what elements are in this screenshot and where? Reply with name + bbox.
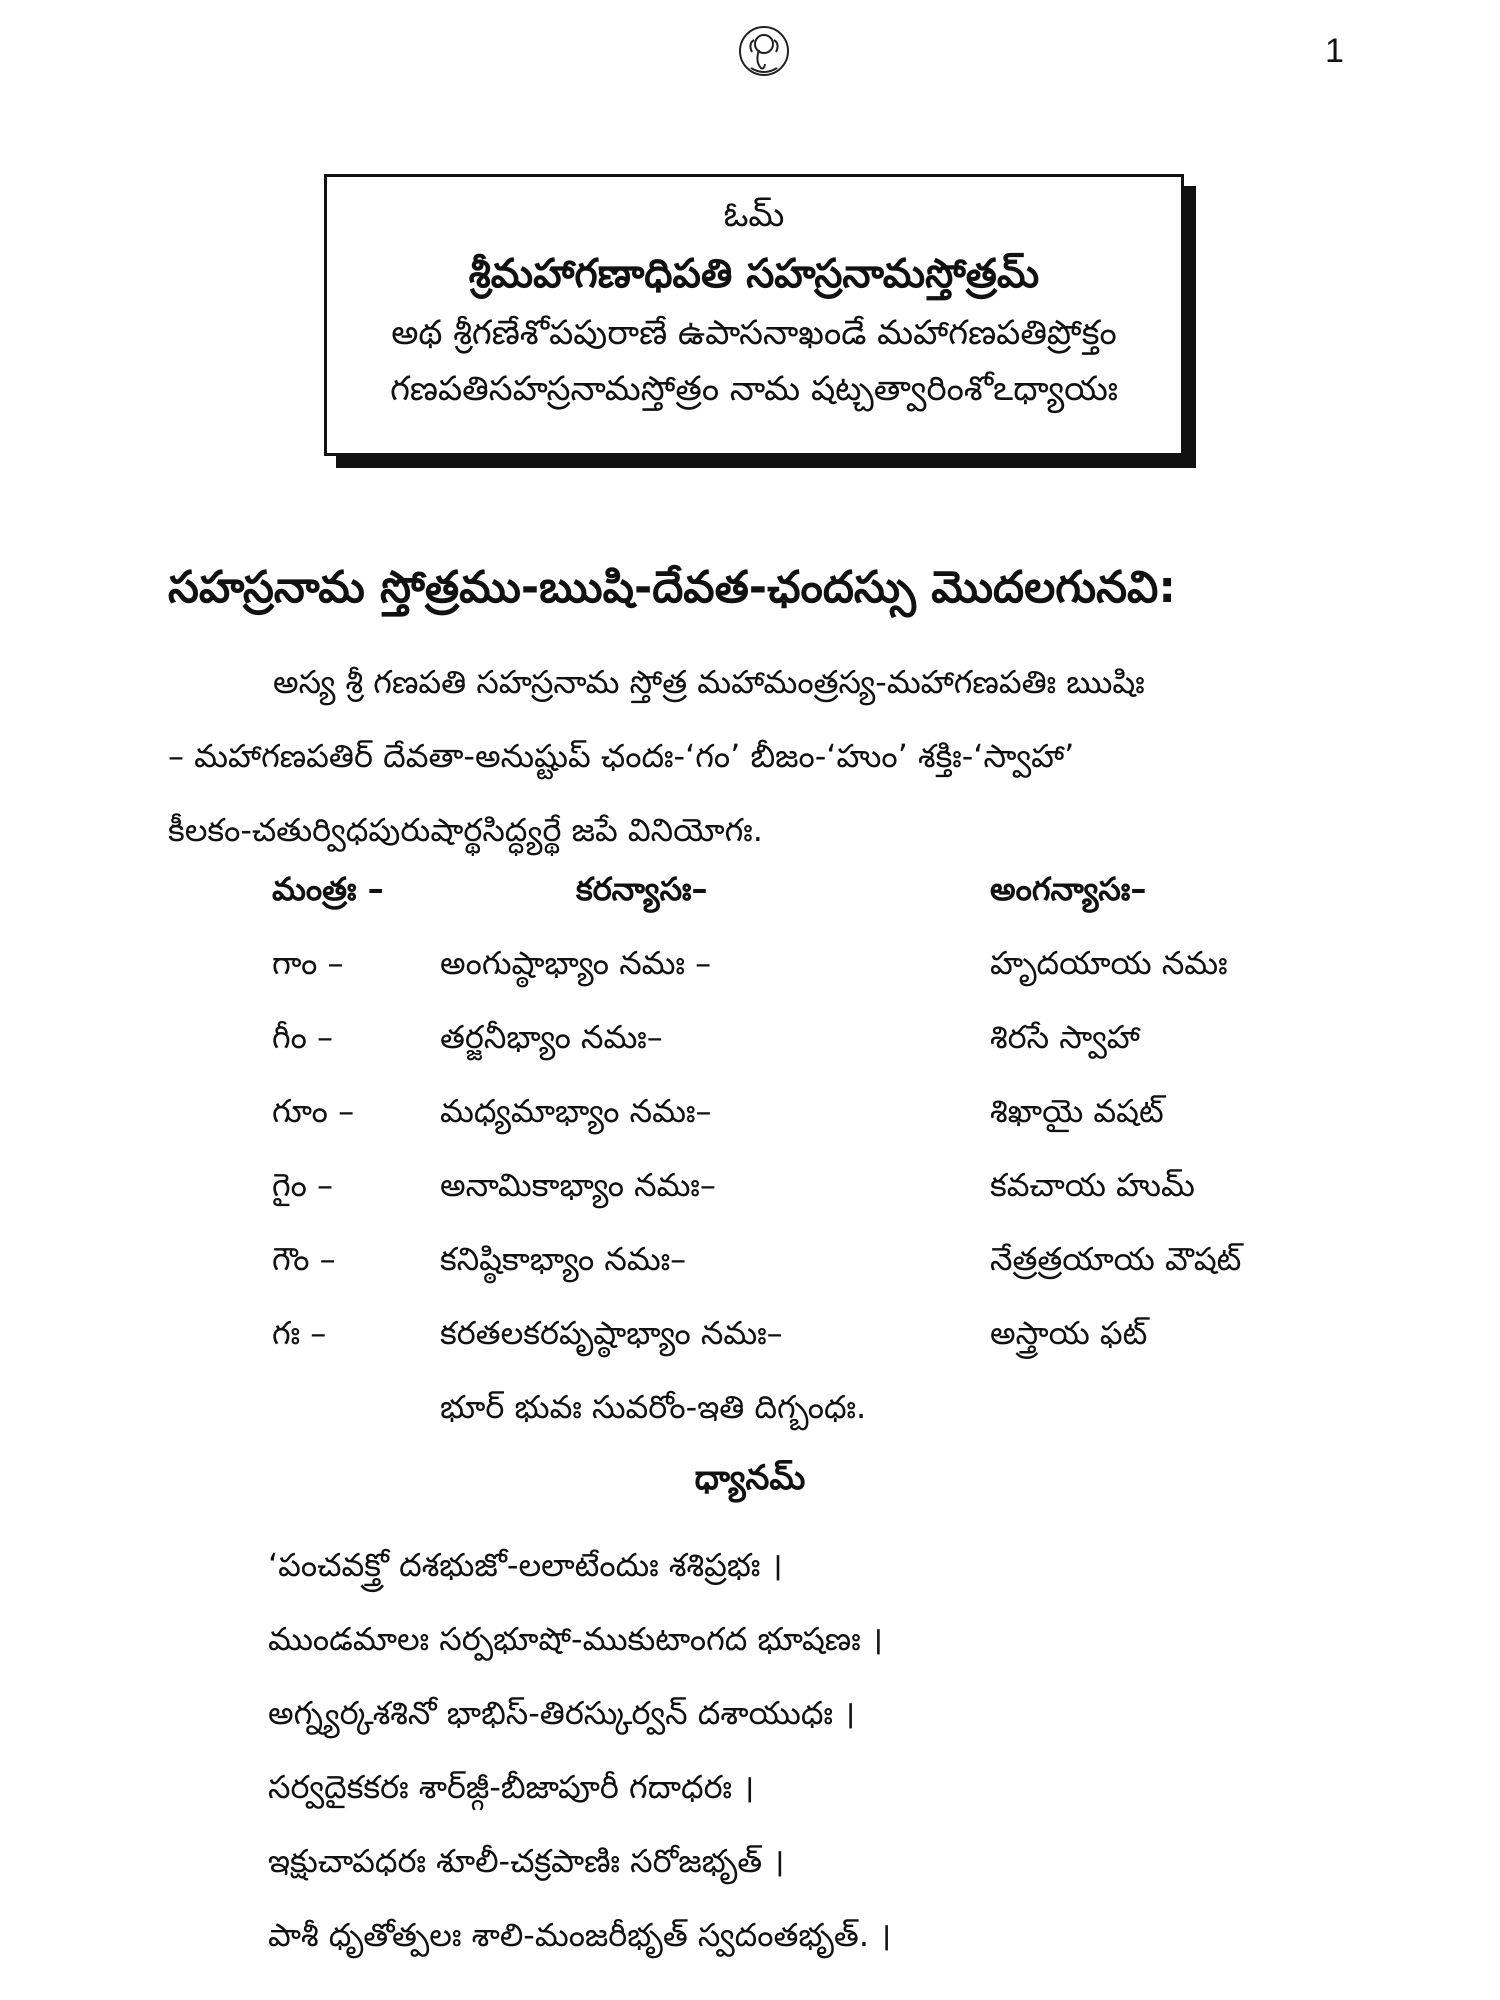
mantra-cell: గైం –	[272, 1166, 334, 1204]
page-title: శ్రీమహాగణాధిపతి సహస్రనామస్తోత్రమ్	[468, 251, 1040, 297]
karanyasa-cell: తర్జనీభ్యాం నమః–	[440, 1018, 663, 1056]
mantra-cell: గః –	[272, 1314, 327, 1352]
anganyasa-cell: హృదయాయ నమః	[990, 944, 1228, 982]
mantra-cell: గౌం –	[272, 1240, 336, 1278]
intro-paragraph	[168, 645, 1348, 867]
nyasa-row	[0, 1314, 1500, 1388]
karanyasa-cell: అంగుష్ఠాభ్యాం నమః –	[440, 944, 712, 982]
anganyasa-cell: అస్త్రాయ ఫట్	[990, 1314, 1148, 1352]
karanyasa-cell: కనిష్ఠికాభ్యాం నమః–	[440, 1240, 687, 1278]
nyasa-row	[0, 1092, 1500, 1166]
section-heading: సహస్రనామ స్తోత్రము-ఋషి-దేవత-ఛందస్సు మొదలగునవి:	[168, 562, 1176, 613]
nyasa-row	[0, 1018, 1500, 1092]
verse-line: పాశీ ధృతోత్పలః శాలి-మంజరీభృత్ స్వదంతభృత్. ।	[268, 1916, 892, 1954]
anganyasa-cell: శిఖాయై వషట్	[990, 1092, 1164, 1130]
subtitle-line-1: అథ శ్రీగణేశోపపురాణే ఉపాసనాఖండే మహాగణపతిప్రోక్తం	[391, 313, 1117, 353]
intro-line: – మహాగణపతిర్ దేవతా-అనుష్టుప్ ఛందః-‘గం’ బీజం-‘హుం’ శక్తిః-‘స్వాహా’	[168, 737, 1075, 775]
intro-line: కీలకం-చతుర్విధపురుషార్థసిద్ధ్యర్థే జపే వినియోగః.	[168, 811, 763, 849]
anganyasa-cell: శిరసే స్వాహా	[990, 1018, 1140, 1056]
dhyanam-verses	[268, 1528, 891, 1972]
mantra-cell: గీం –	[272, 1018, 334, 1056]
nyasa-table	[0, 870, 1500, 1388]
anganyasa-cell: నేత్రత్రయాయ వౌషట్	[990, 1240, 1242, 1278]
om-heading: ఓమ్	[723, 195, 785, 235]
nyasa-header-row	[0, 870, 1500, 944]
verse-line: సర్వదైకకరః శార్‌జ్గీ-బీజాపూరీ గదాధరః ।	[268, 1768, 755, 1806]
karanyasa-cell: కరతలకరపృష్ఠాభ్యాం నమః–	[440, 1314, 783, 1352]
nyasa-row	[0, 1166, 1500, 1240]
karanyasa-header: కరన్యాసః–	[576, 870, 708, 908]
page-number: 1	[1325, 32, 1344, 70]
nyasa-row	[0, 1240, 1500, 1314]
verse-line: ‘పంచవక్త్రో దశభుజో-లలాటేందుః శశిప్రభః ।	[268, 1546, 783, 1584]
mantra-header: మంత్రః –	[272, 870, 384, 908]
intro-line: అస్య శ్రీ గణపతి సహస్రనామ స్తోత్ర మహామంత్రస్య-మహాగణపతిః ఋషిః	[273, 663, 1145, 701]
verse-line: ఇక్షుచాపధరః శూలీ-చక్రపాణిః సరోజభృత్ ।	[268, 1842, 785, 1880]
nyasa-row	[0, 944, 1500, 1018]
title-box	[324, 174, 1184, 456]
anganyasa-header: అంగన్యాసః–	[990, 870, 1147, 908]
mantra-cell: గూం –	[272, 1092, 355, 1130]
digbandha-line: భూర్ భువః సువరోం-ఇతి దిగ్బంధః.	[440, 1388, 867, 1426]
anganyasa-cell: కవచాయ హుమ్	[990, 1166, 1195, 1204]
subtitle-line-2: గణపతిసహస్రనామస్తోత్రం నామ షట్చత్వారింశోఽధ్యాయః	[390, 369, 1118, 409]
karanyasa-cell: అనామికాభ్యాం నమః–	[440, 1166, 716, 1204]
mantra-cell: గాం –	[272, 944, 344, 982]
verse-line: ముండమాలః సర్పభూషో-ముకుటాంగద భూషణః ।	[268, 1620, 883, 1658]
verse-line: అగ్న్యర్కశశినో భాభిస్-తిరస్కుర్వన్ దశాయుధః ।	[268, 1694, 856, 1732]
karanyasa-cell: మధ్యమాభ్యాం నమః–	[440, 1092, 712, 1130]
ganesha-emblem-icon	[737, 24, 791, 78]
dhyanam-heading: ధ్యానమ్	[694, 1458, 806, 1498]
